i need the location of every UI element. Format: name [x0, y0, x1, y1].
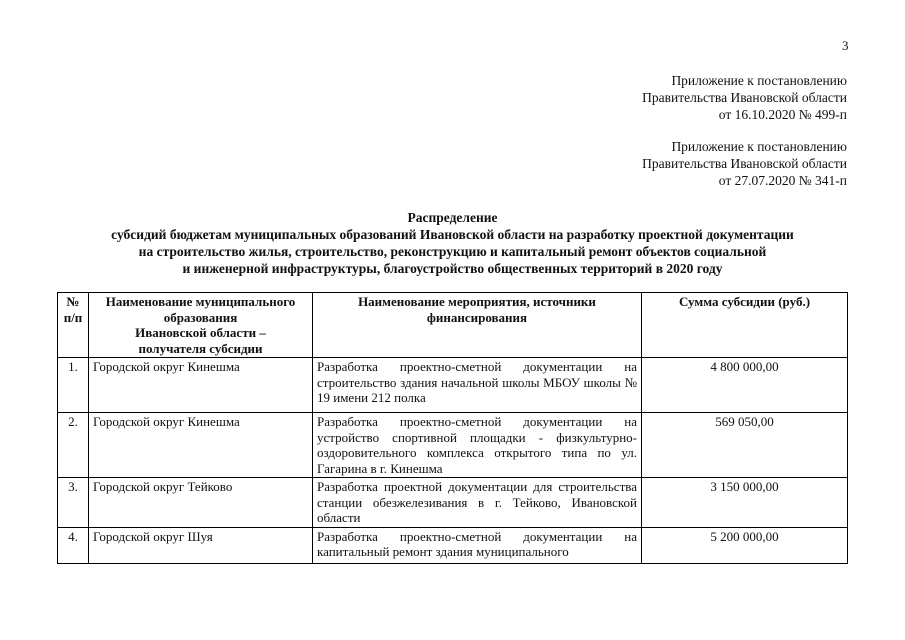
row-municipality: Городской округ Кинешма	[89, 413, 313, 478]
row-municipality: Городской округ Кинешма	[89, 358, 313, 413]
title-line-2: субсидий бюджетам муниципальных образований Ивановской области на разработку проектной документации	[111, 227, 794, 242]
appendix-2-line-2: Правительства Ивановской области	[642, 156, 847, 171]
row-municipality: Городской округ Тейково	[89, 478, 313, 528]
document-title	[40, 209, 865, 277]
table-row	[58, 358, 848, 413]
row-amount: 5 200 000,00	[642, 527, 848, 563]
row-number: 4.	[58, 527, 89, 563]
title-line-3: на строительство жилья, строительство, реконструкцию и капитальный ремонт объектов социальной	[138, 244, 767, 259]
header-amount: Сумма субсидии (руб.)	[642, 293, 848, 358]
table-row	[58, 413, 848, 478]
appendix-1-line-2: Правительства Ивановской области	[642, 90, 847, 105]
header-number	[58, 293, 89, 358]
appendix-block-2	[642, 138, 847, 189]
header-number-line-2: п/п	[63, 309, 83, 325]
title-line-1: Распределение	[407, 210, 498, 225]
table-header-row	[58, 293, 848, 358]
header-number-line-1: №	[66, 294, 80, 309]
header-event-line-2: финансирования	[426, 309, 528, 325]
row-event: Разработка проектно-сметной документации на строительство здания начальной школы МБОУ школы № 19 имени 212 полка	[313, 358, 642, 413]
row-amount: 4 800 000,00	[642, 358, 848, 413]
row-municipality: Городской округ Шуя	[89, 527, 313, 563]
header-municipality-line-1: Наименование муниципального	[105, 294, 296, 309]
header-municipality-line-2: образования	[163, 309, 238, 325]
appendix-1-line-1: Приложение к постановлению	[671, 73, 847, 88]
appendix-2-line-1: Приложение к постановлению	[671, 139, 847, 154]
header-municipality	[89, 293, 313, 358]
row-amount: 569 050,00	[642, 413, 848, 478]
row-event: Разработка проектно-сметной документации на устройство спортивной площадки - физкультурно-оздоровительного комплекса открытого типа по ул. Гагарина в г. Кинешма	[313, 413, 642, 478]
page-number: 3	[842, 38, 849, 53]
row-number: 3.	[58, 478, 89, 528]
row-number: 2.	[58, 413, 89, 478]
row-event: Разработка проектно-сметной документации на капитальный ремонт здания муниципального	[313, 527, 642, 563]
header-municipality-line-3: Ивановской области –	[135, 325, 266, 340]
appendix-block-1	[642, 72, 847, 123]
header-event-line-1: Наименование мероприятия, источники	[358, 294, 596, 309]
row-number: 1.	[58, 358, 89, 413]
appendix-1-line-3: от 16.10.2020 № 499-п	[718, 107, 847, 122]
row-amount: 3 150 000,00	[642, 478, 848, 528]
header-municipality-line-4: получателя субсидии	[138, 340, 263, 356]
header-event	[313, 293, 642, 358]
table-row	[58, 527, 848, 563]
table-row	[58, 478, 848, 528]
subsidy-table	[57, 292, 848, 564]
title-line-4: и инженерной инфраструктуры, благоустройство общественных территорий в 2020 году	[182, 261, 723, 276]
row-event: Разработка проектной документации для строительства станции обезжелезивания в г. Тейково, Ивановской области	[313, 478, 642, 528]
appendix-2-line-3: от 27.07.2020 № 341-п	[718, 173, 847, 188]
